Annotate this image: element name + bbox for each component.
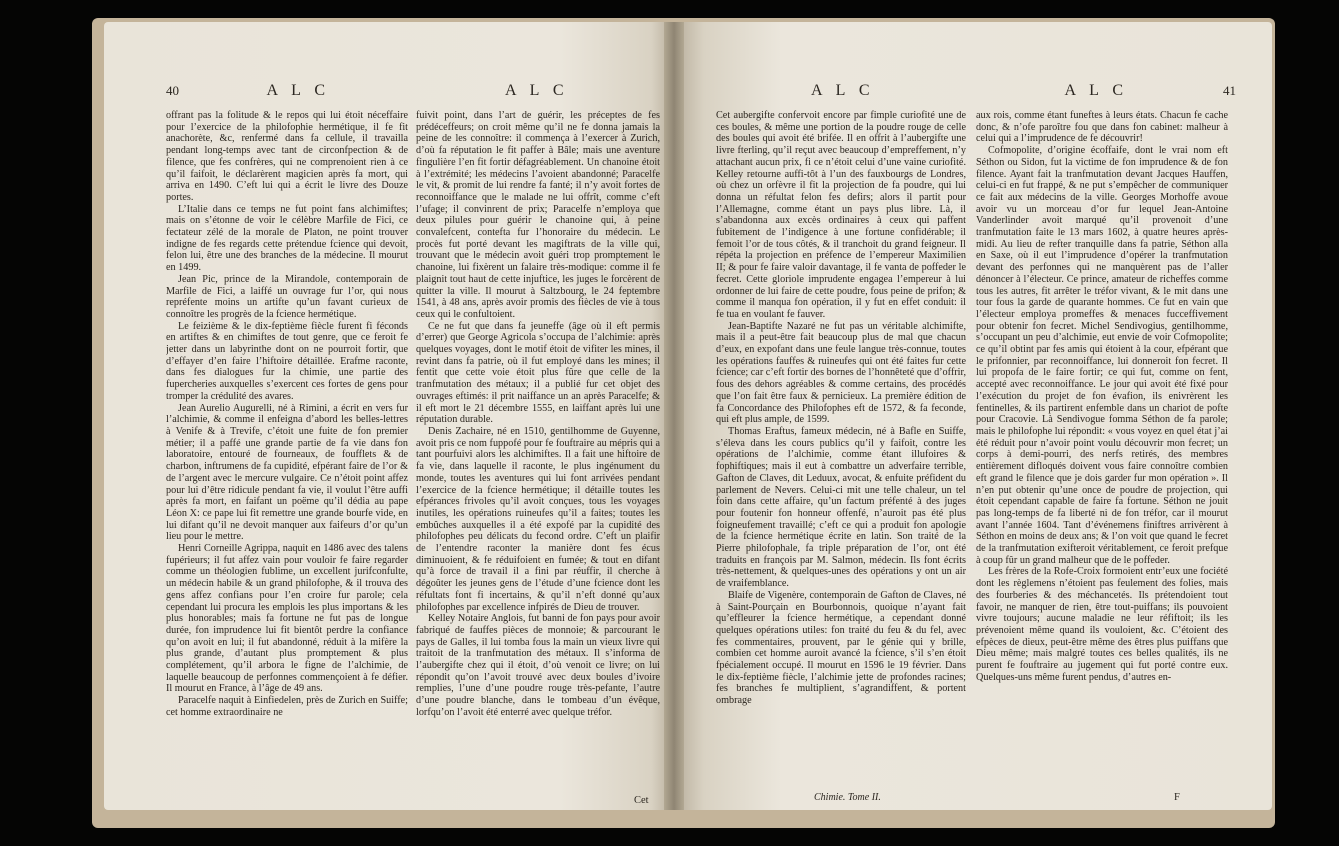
paragraph: fuivit point, dans l’art de guérir, les préceptes de fes prédéceffeurs; on croit même qu’il ne fe donna jamais la peine de les connoître: il commença à l’exercer à Zurich, d’où fa réputation le fit paffer à Bâle; mais une aventure fingulière l’en fit fortir défagréablement. Un chanoine étoit à l’extrémité; les médecins l’avoient abandonné; Paracelfe le vit, & promit de lui rendre fa fanté; il n’y avoit fortes de reconnoiffance que le malade ne lui offrît, comme c’eft l’ufage; il convinrent de prix; Paracelfe n’employa que deux pilules pour guérir le chanoine qui, à peine convalefcent, contefta fur l’honoraire du médecin. Le procès fut porté devant les magiftrats de la ville qui, trouvant que le médecin avoit guéri trop promptement le chanoine, lui fixèrent un falaire très-modique: comme il fe plaignit tout haut de cette injuftice, les juges le forcèrent de quitter la ville. Il mourut à Saltzbourg, le 24 feptembre 1541, à 48 ans, après avoir promis des fiècles de vie à tous ceux qui le confultoient. [416, 110, 660, 320]
signature-mark: F [1174, 792, 1180, 803]
paragraph: Jean Pic, prince de la Mirandole, contemporain de Marfile de Fici, a laiffé un ouvrage fur l’or, qui nous repréfente moins un artifte qu’un favant curieux de connoître les progrès de la fcience hermétique. [166, 273, 408, 320]
left-column-2 [416, 110, 660, 800]
left-page-number: 40 [166, 83, 179, 98]
paragraph: aux rois, comme étant funeftes à leurs états. Chacun fe cache donc, & n’ofe paroître fou que dans fon cabinet: malheur à celui qui a l’imprudence de fe découvrir! [976, 110, 1228, 145]
right-column-1 [716, 110, 966, 800]
paragraph: Jean Aurelio Augurelli, né à Rimini, a écrit en vers fur l’alchimie, & comme il enfeigna d’abord les belles-lettres à Venife & à Trevife, c’étoit une fuite de fon premier métier; il a paffé une grande partie de fa vie dans fon laboratoire, entouré de fourneaux, de foufflets & de charbon, inftrumens de fa cupidité, efpérant faire de l’or & de l’argent avec le mercure vulgaire. Ce n’étoit point affez pour lui d’être ridicule pendant fa vie, il voulut l’être auffi après fa mort, en faifant un poëme qu’il dédia au pape Léon X: ce pape lui fit remettre une grande bourfe vide, en lui difant qu’il ne devoit manquer aux faifeurs d’or qu’un lieu pour le mettre. [166, 402, 408, 543]
paragraph: L’Italie dans ce temps ne fut point fans alchimiftes; mais on s’étonne de voir le célèbre Marfile de Fici, ce fectateur zélé de la morale de Platon, ne point trouver indigne de fes regards cette prétendue fcience qui devoit, felon lui, être une des branches de la médecine. Il mourut en 1499. [166, 203, 408, 274]
paragraph: Cet aubergifte confervoit encore par fimple curiofité une de ces boules, & même une portion de la poudre rouge de celle des boules qui avoit été brifée. Il en offrit à l’aubergifte une livre fterling, qu’il reçut avec beaucoup d’empreffement, n’y attachant aucun prix, fi ce n’étoit celui d’une vaine curiofité. Kelley retourne auffi-tôt à l’un des fauxbourgs de Londres, où chez un orfèvre il fit la projection de fa poudre, qui lui donna un réfultat felon fes defirs; alors il partit pour l’Allemagne, comme étant un pays plus libre. Là, il s’abandonna aux excès ordinaires à ceux qui paffent fubitement de l’indigence à une fortune confidérable; il femoit l’or de tous côtés, & il tranchoit du grand feigneur. Il répéta la projection en préfence de l’empereur Maximilien II; & pour fe faire valoir davantage, il fe vanta de poffeder le fecret. Cette gloriole imprudente engagea l’empereur à lui ordonner de lui faire de cette poudre, fous peine de prifon; & comme il manqua fon opération, il y fut en effet conduit: il fe tua en voulant fe fauver. [716, 110, 966, 320]
paragraph: Jean-Baptifte Nazaré ne fut pas un véritable alchimifte, mais il a peut-être fait beaucoup plus de mal que chacun d’eux, en expofant dans une feule langue très-connue, toutes les opérations fauffes & ruineufes qui ont été faites fur cette fcience; car c’eft fortir des bornes de l’honnêteté que d’offrir, fous des dehors agréables & comme certains, des procédés que l’on fait être faux & pernicieux. La première édition de fa Concordance des Philofophes eft de 1572, & fa feconde, qui eft plus ample, de 1599. [716, 320, 966, 426]
paragraph: Paracelfe naquit à Einfiedelen, près de Zurich en Suiffe; cet homme extraordinaire ne [166, 695, 408, 718]
right-footer: Chimie. Tome II. [814, 792, 881, 803]
right-headword-1: A L C [810, 82, 875, 99]
right-running-head [716, 76, 1236, 106]
paragraph: offrant pas la folitude & le repos qui lui étoit néceffaire pour l’exercice de la philofophie hermétique, il fe fit anachorète, &c, renfermé dans fa cellule, il travailla pendant long-temps avec tant de circonfpection & de filence, que fes confrères, qui ne comprenoient rien à ce qu’il faifoit, le déclarèrent magicien après fa mort, qui arriva en 1490. C’eft lui qui a écrit le livre des Douze portes. [166, 110, 408, 203]
book-gutter [664, 22, 684, 810]
left-headword-1: A L C [266, 82, 331, 99]
paragraph: Henri Corneille Agrippa, naquit en 1486 avec des talens fupérieurs; il fut affez vain pour vouloir fe faire regarder comme un théologien fublime, un excellent jurifconfulte, un médecin habile & un grand philofophe, & il trouva des gens affez confians pour l’en croire fur parole; cela cependant lui procura les emplois les plus importans & les plus honorables; mais fa fortune ne fut pas de longue durée, fon imprudence lui fit bientôt perdre la confiance qu’on avoit en lui; il fut abandonné, réduit à la mifère la plus grande, d’autant plus promptement & plus complétement, qu’il arbora le figne de l’alchimie, de laquelle beaucoup de perfonnes commençoient à fe défier. Il mourut en France, à l’âge de 49 ans. [166, 543, 408, 695]
paragraph: Blaife de Vigenère, contemporain de Gafton de Claves, né à Saint-Pourçain en Bourbonnois, quoique n’ayant fait qu’effleurer la fcience hermétique, a cependant donné quelques opérations utiles: fon traité du feu & du fel, avec fes commentaires, prouvent, par le génie qui y brille, combien cet homme auroit avancé la fcience, s’il s’en étoit fpécialement occupé. Il mourut en 1596 le 19 février. Dans le dix-feptième fiècle, l’alchimie jette de profondes racines; fes branches fe multiplient, s’agrandiffent, & portent ombrage [716, 589, 966, 707]
left-headword-2: A L C [504, 82, 569, 99]
left-column-1 [166, 110, 408, 800]
left-running-head [166, 76, 656, 106]
paragraph: Kelley Notaire Anglois, fut banni de fon pays pour avoir fabriqué de fauffes pièces de monnoie; & parcourant le pays de Galles, il lui tomba fous la main un vieux livre qui traitoit de la tranfmutation des métaux. Il s’informa de l’aubergifte chez qui il étoit, d’où venoit ce livre; on lui répondit qu’on l’avoit trouvé avec deux boules d’ivoire remplies, l’une d’une poudre rouge très-pefante, l’autre d’une poudre blanche, dans le tombeau d’un évêque, lorfqu’on l’avoit été enterré avec quelque tréfor. [416, 613, 660, 718]
paragraph: Cofmopolite, d’origine écoffaife, dont le vrai nom eft Séthon ou Sidon, fut la victime de fon imprudence & de fon filence. Ayant fait la tranfmutation devant Jacques Hauffen, celui-ci en fut frappé, & ne put s’empêcher de communiquer ce fait aux médecins de la ville. Georges Morhoffe avoue avoir vu un morceau d’or fur lequel Jean-Antoine Vanderlinder avoit marqué qu’il provenoit d’une tranfmutation faite le 13 mars 1602, à quatre heures après-midi. Au lieu de refter tranquille dans fa patrie, Séthon alla en Saxe, où il eut l’imprudence d’opérer la tranfmutation devant des perfonnes qui ne manquèrent pas de l’aller dénoncer à l’électeur. Ce prince, amateur de richeffes comme tous les autres, fit arrêter le tréfor vivant, & le mit dans une tour fous la garde de quarante hommes. Ce fut en vain que l’électeur employa promeffes & menaces fucceffivement pour obtenir fon fecret. Michel Sendivogius, gentilhomme, s’occupant un peu d’alchimie, eut envie de voir Cofmopolite; ce qu’il obtint par fes amis qui étoient à la cour, efpérant que le prifonnier, par reconnoiffance, lui donneroit fon fecret. Il lui propofa de le faire fortir; ce qui fut, comme on fent, accepté avec reconnoiffance. Le jour qui avoit été fixé pour l’exécution du projet de fon évafion, ils enivrèrent les fentinelles, & ils partirent enfemble dans un chariot de pofte pour Cracovie. Là Sendivogue fomma Séthon de fa parole; mais le philofophe lui répondit: « vous voyez en quel état j’ai été réduit pour n’avoir point voulu découvrir mon fecret; un corps à demi-pourri, des nerfs retirés, des membres entièrement difloqués doivent vous faire connoître combien eft grand le filence que je dois garder fur mon opération ». Il n’en put obtenir qu’une once de poudre de projection, qui étoit cependant capable de faire fa fortune. Séthon ne jouit pas long-temps de fa liberté ni de fon tréfor, car il mourut avant l’année 1604. Tant d’événemens finiftres arrivèrent à Séthon en moins de deux ans; & l’on voit que quand le fecret de la tranfmutation exifteroit véritablement, ce feroit prefque à coup fûr un grand malheur que de le poffeder. [976, 145, 1228, 566]
right-page [674, 22, 1272, 810]
paragraph: Le feizième & le dix-feptième fiècle furent fi féconds en artiftes & en chimiftes de tout genre, que ce feroit fe jetter dans un labyrinthe dont on ne pourroit fortir, que d’effayer d’en faire l’hiftoire détaillée. Erafme raconte, dans fes dialogues fur la chimie, une partie des fupercheries auxquelles s’exercent ces fortes de gens pour tromper la crédulité des avares. [166, 320, 408, 402]
right-headword-2: A L C [1064, 82, 1129, 99]
paragraph: Ce ne fut que dans fa jeuneffe (âge où il eft permis d’errer) que George Agricola s’occupa de l’alchimie: après quelques voyages, dont le motif étoit de vifiter les mines, il revint dans fa patrie, où il fut employé dans les mines; il fentit que cette voie étoit plus fûre que celle de la tranfmutation des métaux; il a publié fur cet objet des ouvrages eftimés: il prit naiffance un an après Paracelfe; & il eft mort le 21 décembre 1555, en laiffant après lui une réputation durable. [416, 320, 660, 426]
left-catchword: Cet [634, 795, 649, 806]
paragraph: Les frères de la Rofe-Croix formoient entr’eux une fociété dont les règlemens n’étoient pas feulement des folies, mais des fourberies & des méchancetés. Ils prétendoient tout favoir, ne manquer de rien, être tout-puiffans; ils pouvoient vivre toujours; aucune maladie ne leur réfiftoit; ils les prévenoient même quand ils vouloient, &c. C’étoient des efpèces de dieux, peut-être même des êtres plus puiffans que Dieu même; mais malgré toutes ces belles qualités, ils ne purent fe fouftraire au jugement qui fut porté contre eux. Quelques-uns même furent pendus, d’autres en- [976, 566, 1228, 683]
paragraph: Thomas Eraftus, fameux médecin, né à Bafle en Suiffe, s’éleva dans les cours publics qu’il y faifoit, contre les opérations de l’alchimie, comme étant illufoires & fophiftiques; mais il eut à combattre un adverfaire terrible, Gafton de Claves, dit Leduux, avocat, & enfuite préfident du parlement de Nevers. Celui-ci mit une telle chaleur, un tel foin dans cette affaire, qu’un factum préfenté à des juges pour foutenir fon honneur offenfé, n’auroit pas été plus foigneufement travaillé; c’eft ce qui a produit fon apologie de la fcience hermétique écrite en latin. Son traité de la Pierre philofophale, fa triple préparation de l’or, ont été traduits en françois par M. Salmon, médecin. Ils font écrits très-nettement, & quelques-unes des opérations y ont un air de vraifemblance. [716, 425, 966, 590]
right-page-number: 41 [1223, 83, 1236, 98]
paragraph: Denis Zachaire, né en 1510, gentilhomme de Guyenne, avoit pris ce nom fuppofé pour fe fouftraire au mépris qui a tant pourfuivi alors les alchimiftes. Il a fait une hiftoire de fa vie, dans laquelle il raconte, le plus ingénument du monde, toutes les aventures qui lui font arrivées pendant l’exercice de la fcience hermétique; il détaille toutes les efpérances frivoles qu’il avoit conçues, tous les voyages inutiles, les opérations ruineufes qu’il a faites; toutes les embûches auxquelles il a été expofé par la cupidité des philofophes peu délicats du fecond ordre. C’eft un plaifir de l’entendre raconter la manière dont fes écus diminuoient, & fe réduifoient en fumée; & tout en difant qu’à force de travail il a fini par réuffir, il cherche à dégoûter les jeunes gens de l’étude d’une fcience dont les réfultats font fi incertains, & qu’il n’eft donné qu’aux philofophes par excellence infpirés de Dieu de trouver. [416, 425, 660, 613]
right-column-2 [976, 110, 1228, 800]
left-page [104, 22, 674, 810]
